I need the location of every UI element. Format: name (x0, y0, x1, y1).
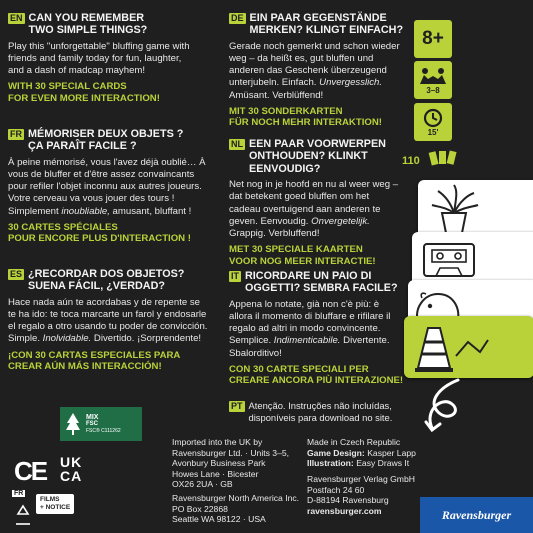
players-badge (414, 61, 452, 99)
section-es-title: ¿RECORDAR DOS OBJETOS? SUENA FÁCIL, ¿VERDAD? (28, 268, 185, 293)
section-de-body: Gerade noch gemerkt und schon wieder weg – da heißt es, gut bluffen und anderen das Geschenk überzeugend unterjubeln. Einfach. Unvergesslich. Amüsant. Verblüffend! (229, 40, 400, 101)
card-cone (404, 316, 533, 378)
arrow-doodle-icon (454, 336, 490, 360)
fsc-label: FSC (86, 420, 98, 427)
ukca-mark: UK CA (60, 454, 83, 484)
section-nl-title: EEN PAAR VOORWERPEN ONTHOUDEN? KLINKT EENVOUDIG? (249, 138, 386, 175)
plant-illustration (424, 183, 484, 235)
section-it-title: RICORDARE UN PAIO DI OGGETTI? SEMBRA FACILE? (245, 270, 398, 295)
lang-badge-es: ES (10, 269, 23, 279)
section-pt-body: Atenção. Instruções não incluídas, disponíveis para download no site. (248, 400, 393, 423)
fsc-tree-icon (64, 411, 82, 437)
lang-badge-pt: PT (231, 401, 243, 411)
section-nl-body: Net nog in je hoofd en nu al weer weg – dat betekent goed bluffen om het cadeau overtuigend aan anderen te geven. Eenvoudig. Onvergetelijk. Grappig. Verbluffend! (229, 179, 399, 240)
imprint-verlag: Ravensburger Verlag GmbH Postfach 24 60 D-88194 Ravensburg ravensburger.com (307, 474, 415, 516)
triman-logo (12, 490, 25, 497)
section-en-title: CAN YOU REMEMBER TWO SIMPLE THINGS? (28, 12, 148, 37)
fr-mark: FR (14, 490, 24, 497)
lang-badge-nl: NL (231, 139, 243, 149)
section-it-bonus: CON 30 CARTE SPECIALI PER CREARE ANCORA PIÙ INTERAZIONE! (229, 363, 404, 387)
lang-badge-it: IT (231, 271, 239, 281)
fsc-code: FSC® C111262 (86, 427, 121, 434)
imprint-uk: Imported into the UK by Ravensburger Ltd. · Units 3–5, Avonbury Business Park Howes Lane · Bicester OX26 2UA · GB (172, 437, 290, 490)
fsc-logo (60, 407, 142, 441)
recycle-icon (12, 504, 34, 526)
section-nl-bonus: MET 30 SPECIALE KAARTEN VOOR NOG MEER INTERACTIE! (229, 244, 376, 267)
section-it (229, 270, 404, 387)
cassette-illustration (422, 242, 476, 278)
section-en-body: Play this "unforgettable" bluffing game with friends and family today for fun, laughter, and a dash of madcap mayhem! (8, 40, 190, 77)
players-icon (418, 66, 448, 86)
imprint-credits: Made in Czech Republic Game Design: Kasper Lapp Illustration: Easy Draws It (307, 437, 416, 469)
lang-badge-fr: FR (10, 129, 22, 139)
ce-mark: CE (14, 456, 47, 486)
imprint-na: Ravensburger North America Inc. PO Box 22868 Seattle WA 98122 · USA (172, 493, 300, 525)
time-value: 15' (427, 127, 439, 137)
age-badge: 8+ (414, 20, 452, 58)
clock-icon (423, 108, 443, 128)
section-en-bonus: WITH 30 SPECIAL CARDS FOR EVEN MORE INTERACTION! (8, 81, 160, 104)
lang-badge-en: EN (10, 13, 23, 23)
films-notice: FILMS + NOTICE (36, 494, 74, 514)
players-count: 3–8 (426, 85, 440, 95)
section-fr (8, 128, 206, 245)
traffic-cone-illustration (414, 324, 454, 374)
section-fr-bonus: 30 CARTES SPÉCIALES POUR ENCORE PLUS D'INTERACTION ! (8, 221, 191, 245)
section-pt (229, 400, 429, 423)
squiggle-arrow (418, 378, 468, 438)
section-it-body: Appena lo notate, già non c'è più: è allora il momento di bluffare e rifilare il regalo ad altri in modo convincente. Semplice. Indimenticabile. Divertente. Sbalorditivo! (229, 298, 391, 359)
section-de-title: EIN PAAR GEGENSTÄNDE MERKEN? KLINGT EINFACH? (249, 12, 404, 37)
ravensburger-logo: Ravensburger (420, 497, 533, 533)
section-es-body: Hace nada aún te acordabas y de repente se te ha ido: te toca marcarte un farol y endosarle el regalo a otro usando tu poder de convicción. Simple. Inolvidable. Divertido. ¡Sorprendente! (8, 296, 208, 345)
card-plant (418, 180, 533, 238)
card-count: 110 (402, 155, 420, 167)
cards-icon (428, 148, 458, 168)
section-en (8, 12, 196, 104)
section-fr-body: À peine mémorisé, vous l'avez déjà oublié… À vous de bluffer et d'être assez convaincants pour refiler l'objet inconnu aux autres joueurs. Votre cerveau va vous jouer des tours ! Simplement inoubliable, amusant, bluffant ! (8, 156, 206, 217)
section-nl (229, 138, 401, 267)
section-es (8, 268, 208, 372)
section-es-bonus: ¡CON 30 CARTAS ESPECIALES PARA CREAR AÚN MÁS INTERACCIÓN! (8, 349, 181, 373)
section-fr-title: MÉMORISER DEUX OBJETS ? ÇA PARAÎT FACILE ? (28, 128, 184, 153)
section-de-bonus: MIT 30 SONDERKARTEN FÜR NOCH MEHR INTERAKTION! (229, 105, 382, 129)
lang-badge-de: DE (231, 13, 244, 23)
time-badge (414, 103, 452, 141)
section-de (229, 12, 407, 129)
fsc-mix: MIX (86, 413, 99, 421)
